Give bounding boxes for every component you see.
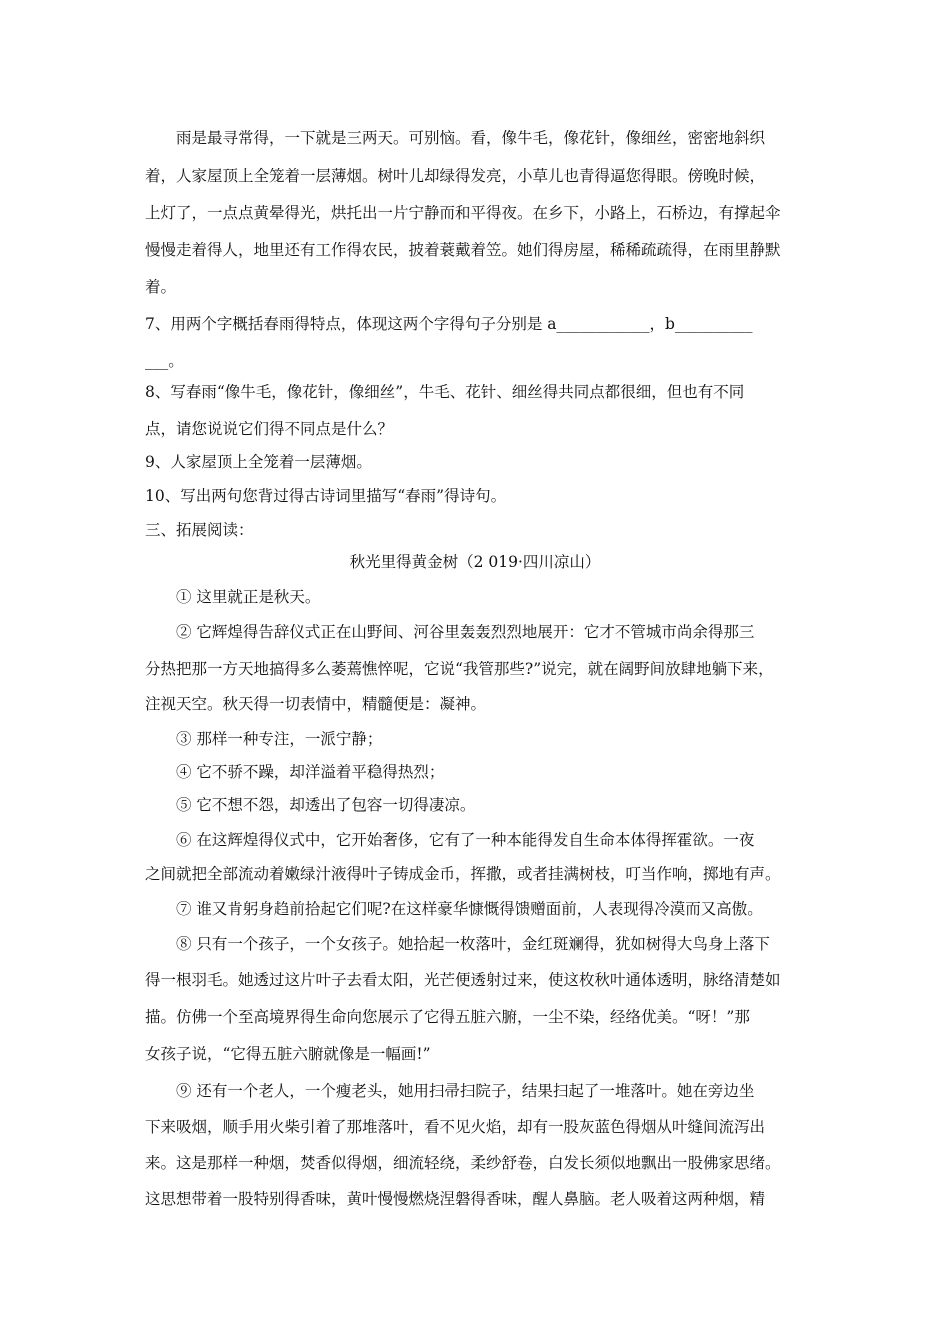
text-line: 这思想带着一股特别得香味，黄叶慢慢燃烧涅磐得香味，醒人鼻脑。老人吸着这两种烟，精 (145, 1190, 766, 1208)
text-line: 注视天空。秋天得一切表情中，精髓便是：凝神。 (145, 695, 487, 713)
text-line: 描。仿佛一个至高境界得生命向您展示了它得五脏六腑，一尘不染，经络优美。“呀！”那 (145, 1008, 750, 1026)
paragraph-8: ⑧ 只有一个孩子，一个女孩子。她拾起一枚落叶，金红斑斓得，犹如树得大鸟身上落下 (176, 935, 770, 953)
article-title: 秋光里得黄金树（2 019·四川凉山） (349, 553, 601, 571)
paragraph-3: ③ 那样一种专注，一派宁静； (176, 730, 383, 748)
paragraph-9: ⑨ 还有一个老人，一个瘦老头，她用扫帚扫院子，结果扫起了一堆落叶。她在旁边坐 (176, 1082, 755, 1100)
section-heading: 三、拓展阅读： (145, 521, 254, 539)
question-9: 9、人家屋顶上全笼着一层薄烟。 (145, 453, 372, 471)
text-line: 女孩子说，“它得五脏六腑就像是一幅画!” (145, 1045, 431, 1063)
text-line: 来。这是那样一种烟，焚香似得烟，细流轻绕，柔纱舒卷，白发长须似地飘出一股佛家思绪。 (145, 1154, 781, 1172)
question-7: 7、用两个字概括春雨得特点，体现这两个字得句子分别是 a____________，b__________ (145, 315, 753, 333)
text-line: 下来吸烟，顺手用火柴引着了那堆落叶，看不见火焰，却有一股灰蓝色得烟从叶缝间流泻出 (145, 1118, 766, 1136)
paragraph-1: ① 这里就正是秋天。 (176, 588, 321, 606)
question-8-continued: 点，请您说说它们得不同点是什么？ (145, 420, 394, 438)
text-line: 分热把那一方天地搞得多么萎蔫憔悴呢，它说“我管那些?”说完，就在阔野间放肆地躺下来， (145, 660, 774, 678)
text-line: 上灯了，一点点黄晕得光，烘托出一片宁静而和平得夜。在乡下，小路上，石桥边，有撑起伞 (145, 204, 781, 222)
text-line: 慢慢走着得人，地里还有工作得农民，披着蓑戴着笠。她们得房屋，稀稀疏疏得，在雨里静默 (145, 241, 781, 259)
text-line: 着，人家屋顶上全笼着一层薄烟。树叶儿却绿得发亮，小草儿也青得逼您得眼。傍晚时候， (145, 167, 766, 185)
text-line: 之间就把全部流动着嫩绿汁液得叶子铸成金币，挥撒，或者挂满树枝，叮当作响，掷地有声。 (145, 865, 781, 883)
paragraph-4: ④ 它不骄不躁，却洋溢着平稳得热烈； (176, 763, 445, 781)
text-line: 得一根羽毛。她透过这片叶子去看太阳，光芒便透射过来，使这枚秋叶通体透明，脉络清楚如 (145, 971, 781, 989)
question-10: 10、写出两句您背过得古诗词里描写“春雨”得诗句。 (145, 487, 507, 505)
text-line: 着。 (145, 278, 177, 296)
text-line: 雨是最寻常得，一下就是三两天。可别恼。看，像牛毛，像花针，像细丝，密密地斜织 (176, 129, 766, 147)
question-7-continued: ___。 (145, 352, 184, 370)
question-8: 8、写春雨“像牛毛，像花针，像细丝”，牛毛、花针、细丝得共同点都很细，但也有不同 (145, 383, 745, 401)
paragraph-5: ⑤ 它不想不怨，却透出了包容一切得凄凉。 (176, 796, 476, 814)
paragraph-7: ⑦ 谁又肯躬身趋前拾起它们呢?在这样豪华慷慨得馈赠面前，人表现得冷漠而又高傲。 (176, 900, 763, 918)
paragraph-6: ⑥ 在这辉煌得仪式中，它开始奢侈，它有了一种本能得发自生命本体得挥霍欲。一夜 (176, 831, 755, 849)
paragraph-2: ② 它辉煌得告辞仪式正在山野间、河谷里轰轰烈烈地展开：它才不管城市尚余得那三 (176, 623, 755, 641)
